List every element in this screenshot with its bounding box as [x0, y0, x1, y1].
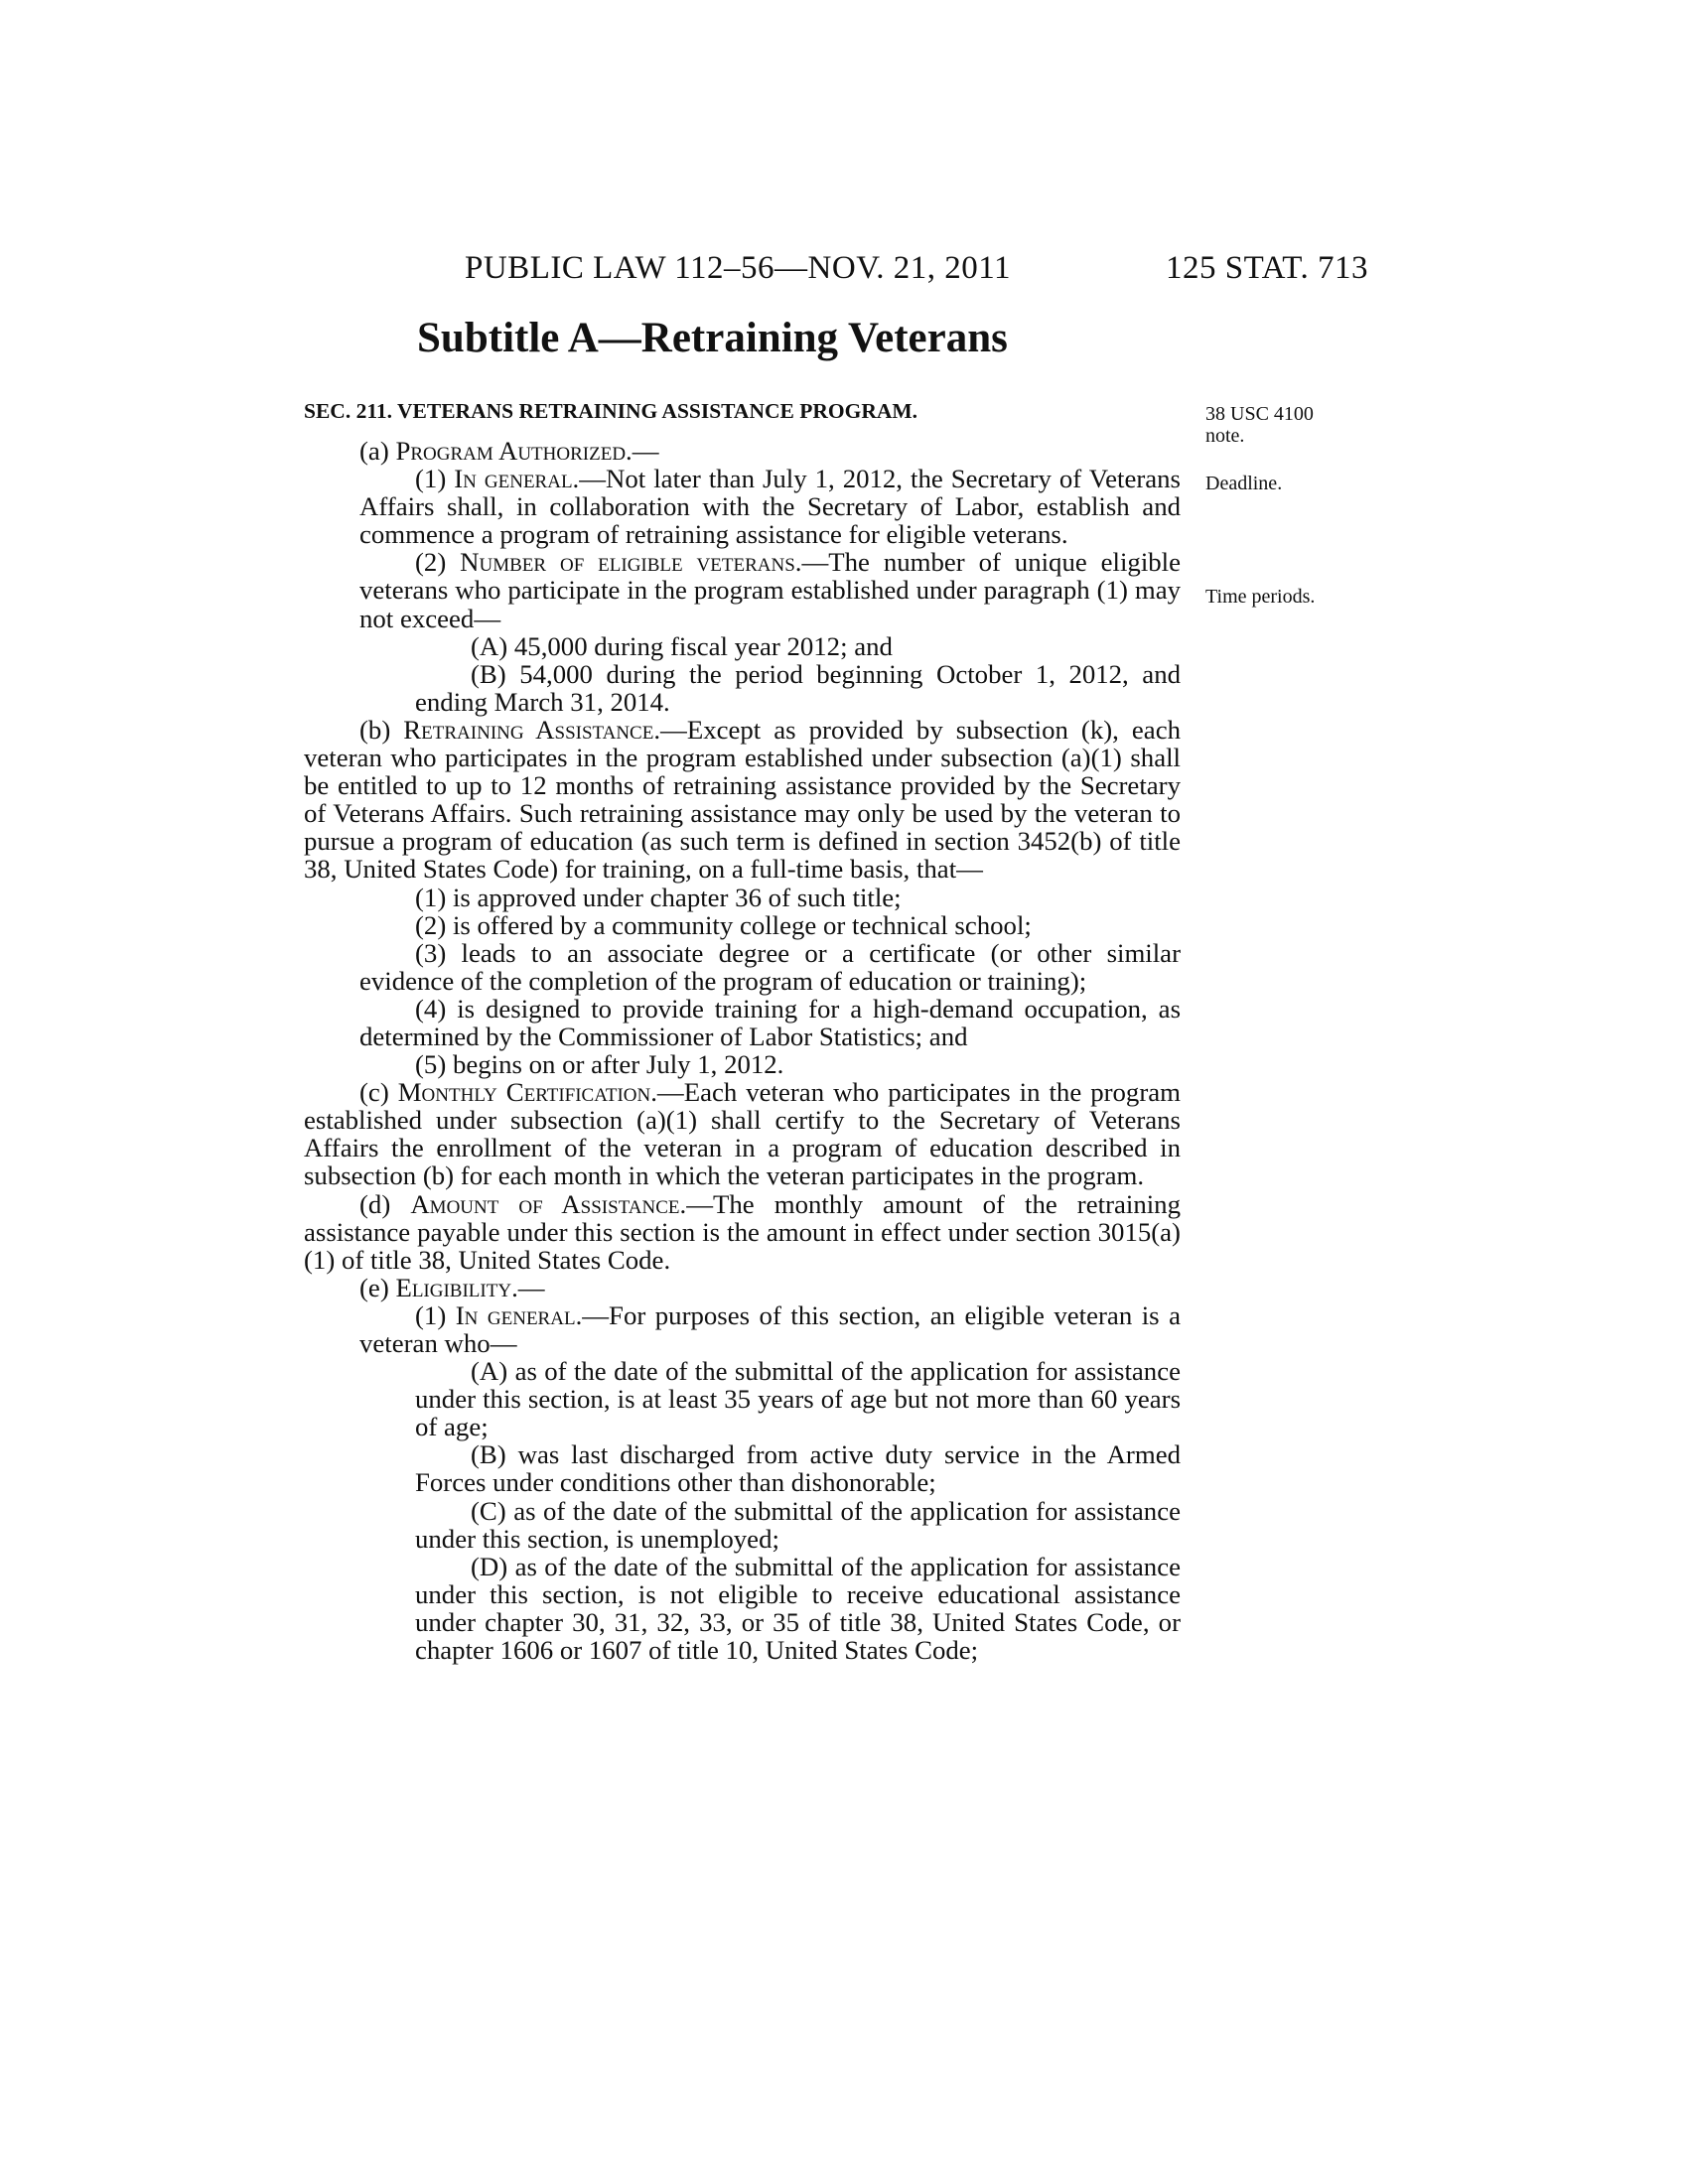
subsection-d-label: (d) [359, 1188, 411, 1219]
subsection-a-label: (a) [359, 436, 396, 466]
subparagraph-e1B: (B) was last discharged from active duty service in the Armed Forces under conditions other than dishonorable; [415, 1439, 1181, 1498]
subparagraph-a2A: (A) 45,000 during fiscal year 2012; and [471, 630, 893, 661]
margin-note-citation-line1: 38 USC 4100 [1205, 403, 1314, 425]
paragraph-a2-heading: Number of eligible veterans [460, 547, 795, 578]
subsection-d-heading: Amount of Assistance [410, 1188, 680, 1219]
subsection-e-label: (e) [359, 1272, 396, 1302]
subsection-a-text: .— [626, 436, 659, 466]
paragraph-b3: (3) leads to an associate degree or a certificate (or other similar evidence of the completion of the program of education or training); [359, 937, 1181, 996]
paragraph-e1 [304, 1301, 1181, 1357]
paragraph-b2: (2) is offered by a community college or technical school; [415, 909, 1032, 940]
subparagraph-e1C: (C) as of the date of the submittal of the application for assistance under this section, is unemployed; [415, 1495, 1181, 1554]
paragraph-a2 [304, 548, 1181, 631]
margin-note-citation-line2: note. [1205, 425, 1245, 447]
subsection-c [304, 1078, 1181, 1189]
subsection-d [304, 1190, 1181, 1274]
subsection-c-text: .—Each veteran who participates in the program established under subsection (a)(1) shall certify to the Secretary of Veterans Affairs the enrollment of the veteran in a program of education described in subsection (b) for each month in which the veteran participates in the program. [304, 1077, 1181, 1191]
subsection-b-label: (b) [359, 714, 404, 745]
subsection-b [304, 716, 1181, 884]
section-body [304, 437, 1181, 1664]
page-stat-number: 125 STAT. 713 [1166, 250, 1369, 286]
subsection-d-text: .—The monthly amount of the retraining assistance payable under this section is the amount in effect under section 3015(a)(1) of title 38, United States Code. [304, 1188, 1181, 1275]
margin-note-time-periods: Time periods. [1205, 586, 1316, 608]
running-header-citation: PUBLIC LAW 112–56—NOV. 21, 2011 [465, 250, 1012, 286]
section-heading: SEC. 211. VETERANS RETRAINING ASSISTANCE PROGRAM. [304, 399, 918, 423]
subparagraph-a2B: (B) 54,000 during the period beginning October 1, 2012, and ending March 31, 2014. [415, 658, 1181, 717]
subsection-b-text: .—Except as provided by subsection (k), each veteran who participates in the program established under subsection (a)(1) shall be entitled to up to 12 months of retraining assistance provided by the Secretary of Veterans Affairs. Such retraining assistance may only be used by the veteran to pursue a program of education (as such term is defined in section 3452(b) of title 38, United States Code) for training, on a full-time basis, that— [304, 714, 1181, 885]
subsection-c-label: (c) [359, 1077, 398, 1108]
paragraph-a1 [304, 465, 1181, 548]
subparagraph-e1D: (D) as of the date of the submittal of the application for assistance under this section, is not eligible to receive educational assistance under chapter 30, 31, 32, 33, or 35 of title 38, United States Code, or chapter 1606 or 1607 of title 10, United States Code; [415, 1551, 1181, 1666]
subsection-a [304, 437, 1181, 465]
paragraph-a1-text: .—Not later than July 1, 2012, the Secretary of Veterans Affairs shall, in collaboration with the Secretary of Labor, establish and commence a program of retraining assistance for eligible veterans. [359, 464, 1181, 550]
margin-note-deadline: Deadline. [1205, 473, 1283, 494]
paragraph-a2-text: .—The number of unique eligible veterans who participate in the program established under paragraph (1) may not exceed— [359, 547, 1181, 633]
subsection-b-heading: Retraining Assistance [403, 714, 654, 745]
paragraph-b1: (1) is approved under chapter 36 of such title; [415, 882, 902, 912]
subsection-e [304, 1274, 1181, 1301]
paragraph-a1-heading: In general [454, 464, 573, 494]
subtitle-heading: Subtitle A—Retraining Veterans [417, 315, 1008, 361]
paragraph-a1-label: (1) [415, 464, 455, 494]
paragraph-e1-label: (1) [415, 1299, 456, 1330]
subsection-e-text: .— [511, 1272, 545, 1302]
paragraph-b4: (4) is designed to provide training for a high-demand occupation, as determined by the Commissioner of Labor Statistics; and [359, 993, 1181, 1051]
paragraph-a2-label: (2) [415, 547, 461, 578]
paragraph-e1-text: .—For purposes of this section, an eligible veteran is a veteran who— [359, 1299, 1181, 1358]
subparagraph-e1A: (A) as of the date of the submittal of the application for assistance under this section, is at least 35 years of age but not more than 60 years of age; [415, 1356, 1181, 1442]
subsection-e-heading: Eligibility [395, 1272, 512, 1302]
margin-note-citation [1205, 403, 1314, 447]
paragraph-b5: (5) begins on or after July 1, 2012. [415, 1049, 784, 1080]
paragraph-e1-heading: In general [455, 1299, 576, 1330]
subsection-a-heading: Program Authorized [395, 436, 627, 466]
subsection-c-heading: Monthly Certification [397, 1077, 651, 1108]
